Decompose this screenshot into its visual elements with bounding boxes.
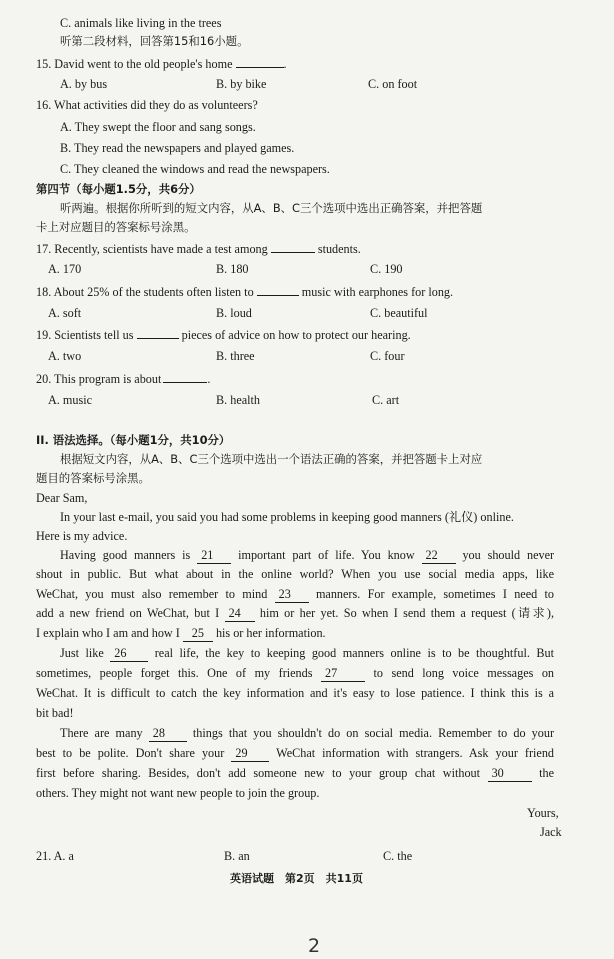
grammar-title: II. 语法选择。（每小题1分，共10分）	[36, 433, 231, 447]
p2-text: manners. For example, sometimes I need to	[315, 587, 554, 601]
letter-p4-line4: others. They might not want new people to join the group.	[36, 786, 320, 800]
q19-option-a: A. two	[48, 349, 82, 363]
q15-option-c: C. on foot	[368, 77, 418, 91]
p3-text: to send long voice messages on	[373, 666, 555, 680]
q20-option-a: A. music	[48, 393, 93, 407]
blank-28: 28	[149, 726, 187, 742]
q17-option-c: C. 190	[370, 262, 403, 276]
q19-option-b: B. three	[216, 349, 255, 363]
blank-27: 27	[321, 666, 365, 682]
blank-29: 29	[231, 746, 269, 762]
q20-pre: 20. This program is about	[36, 372, 162, 386]
q20-option-b: B. health	[216, 393, 261, 407]
q18-option-a: A. soft	[48, 306, 82, 320]
letter-p4-line3	[36, 766, 554, 782]
q18-option-b: B. loud	[216, 306, 252, 320]
q21-option-a: 21. A. a	[36, 849, 74, 863]
blank-22: 22	[422, 548, 456, 564]
part4-instruction-line2: 卡上对应题目的答案标号涂黑。	[36, 220, 196, 234]
letter-greeting: Dear Sam,	[36, 491, 88, 505]
part4-instruction-line1: 听两遍。根据你所听到的短文内容，从A、B、C三个选项中选出正确答案，并把答题	[60, 201, 483, 215]
q17-option-b: B. 180	[216, 262, 249, 276]
p2-text: WeChat, you must also remember to mind	[36, 587, 268, 601]
page-footer: 英语试题 第2页 共11页	[230, 872, 363, 885]
blank-25: 25	[183, 626, 213, 642]
q18-post: music with earphones for long.	[301, 285, 454, 299]
letter-p3-line2	[36, 666, 554, 682]
p4-text: WeChat information with strangers. Ask your friend	[276, 746, 555, 760]
q15-option-a: A. by bus	[60, 77, 108, 91]
p4-text: things that you shouldn't do on social media. Remember to do your	[192, 726, 555, 740]
letter-p4-line2	[36, 746, 554, 762]
p3-text: Just like	[60, 646, 104, 660]
p4-text: There are many	[60, 726, 143, 740]
q21-option-c: C. the	[383, 849, 413, 863]
section2-instruction: 听第二段材料，回答第15和16小题。	[60, 34, 249, 48]
letter-p1-line1: In your last e-mail, you said you had some problems in keeping good manners (礼仪) online.	[60, 510, 514, 524]
p4-text: best to be polite. Don't share your	[36, 746, 225, 760]
q15-stem-text: 15. David went to the old people's home	[36, 57, 233, 71]
q17-pre: 17. Recently, scientists have made a test among	[36, 242, 268, 256]
letter-p3-line1	[60, 646, 554, 662]
letter-p2-line4	[36, 606, 554, 622]
page-number: 2	[308, 935, 321, 957]
p2-text: important part of life. You know	[238, 548, 415, 562]
p2-text: his or her information.	[215, 626, 326, 640]
q18-stem	[36, 284, 453, 300]
q20-stem	[36, 371, 210, 387]
blank-23: 23	[275, 587, 309, 603]
q16-option-c: C. They cleaned the windows and read the newspapers.	[60, 162, 330, 176]
p2-text: you should never	[462, 548, 555, 562]
q18-option-c: C. beautiful	[370, 306, 428, 320]
answer-blank	[163, 371, 207, 383]
blank-24: 24	[225, 606, 255, 622]
q17-post: students.	[317, 242, 361, 256]
q19-post: pieces of advice on how to protect our hearing.	[181, 328, 411, 342]
letter-closing: Yours,	[527, 806, 559, 820]
p2-text: I explain who I am and how I	[36, 626, 180, 640]
letter-p2-line1	[60, 548, 554, 564]
letter-p2-line2: shout in public. But what about in the online world? When you use social media apps, like	[36, 567, 554, 581]
q19-pre: 19. Scientists tell us	[36, 328, 134, 342]
letter-p3-line4: bit bad!	[36, 706, 74, 720]
q16-stem: 16. What activities did they do as volunteers?	[36, 98, 258, 112]
q16-option-b: B. They read the newspapers and played games.	[60, 141, 295, 155]
grammar-instruction-line2: 题目的答案标号涂黑。	[36, 471, 150, 485]
q17-option-a: A. 170	[48, 262, 82, 276]
part4-title: 第四节（每小题1.5分，共6分）	[36, 182, 201, 196]
letter-p1-line2: Here is my advice.	[36, 529, 128, 543]
blank-30: 30	[488, 766, 532, 782]
q16-option-a: A. They swept the floor and sang songs.	[60, 120, 256, 134]
q15-option-b: B. by bike	[216, 77, 267, 91]
p3-text: sometimes, people forget this. One of my friends	[36, 666, 313, 680]
answer-blank	[137, 327, 179, 339]
p4-text: first before sharing. Besides, don't add someone new to your group chat without	[36, 766, 481, 780]
p2-text: add a new friend on WeChat, but I	[36, 606, 220, 620]
q14-option-c: C. animals like living in the trees	[60, 16, 222, 30]
p2-text: him or her yet. So when I send them a request (请求),	[259, 606, 555, 620]
p2-text: Having good manners is	[60, 548, 191, 562]
q21-option-b: B. an	[224, 849, 250, 863]
q19-option-c: C. four	[370, 349, 405, 363]
letter-signature: Jack	[540, 825, 562, 839]
q15-stem: 15. David went to the old people's home .	[36, 57, 287, 71]
letter-p3-line3: WeChat. It is difficult to catch the key information and it's easy to lose patience. I think this is a	[36, 686, 554, 700]
letter-p2-line5	[36, 626, 326, 642]
grammar-instruction-line1: 根据短文内容，从A、B、C三个选项中选出一个语法正确的答案，并把答题卡上对应	[60, 452, 483, 466]
blank-26: 26	[110, 646, 148, 662]
q17-stem	[36, 241, 361, 257]
q20-option-c: C. art	[372, 393, 400, 407]
answer-blank	[271, 241, 315, 253]
answer-blank	[257, 284, 299, 296]
q18-pre: 18. About 25% of the students often listen to	[36, 285, 254, 299]
q20-post: .	[207, 372, 211, 386]
p4-text: the	[539, 766, 555, 780]
p3-text: real life, the key to keeping good manners online is to be thoughtful. But	[154, 646, 554, 660]
answer-blank	[236, 56, 284, 68]
q19-stem	[36, 327, 411, 343]
blank-21: 21	[197, 548, 231, 564]
letter-p2-line3	[36, 587, 554, 603]
letter-p4-line1	[60, 726, 554, 742]
